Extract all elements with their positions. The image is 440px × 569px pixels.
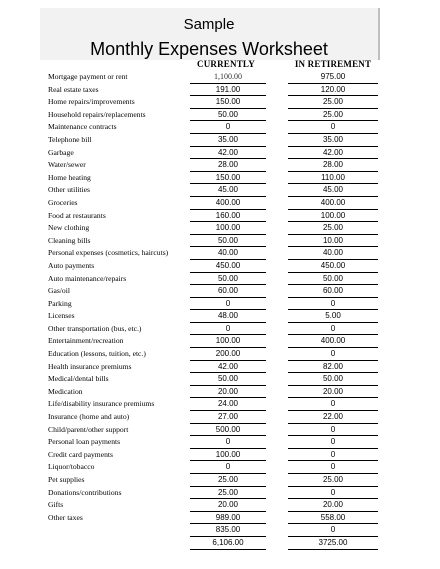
retirement-amount-cell[interactable]: 50.00 [288,373,378,386]
table-row [0,487,440,500]
retirement-amount-cell[interactable]: 450.00 [288,260,378,273]
retirement-amount-cell[interactable]: 0 [288,121,378,134]
expense-label: Personal expenses (cosmetics, haircuts) [48,248,169,258]
current-amount-cell[interactable]: 150.00 [190,172,266,185]
retirement-amount-cell[interactable]: 0 [288,436,378,449]
table-row [0,373,440,386]
expense-label: Other taxes [48,512,83,522]
current-amount-cell[interactable]: 450.00 [190,260,266,273]
table-row [0,524,440,537]
expense-label: Donations/contributions [48,487,122,497]
retirement-amount-cell[interactable]: 0 [288,298,378,311]
retirement-amount-cell[interactable]: 10.00 [288,235,378,248]
expense-label: Personal loan payments [48,437,121,447]
current-amount-cell[interactable]: 150.00 [190,96,266,109]
table-row [0,172,440,185]
current-amount-cell[interactable]: 24.00 [190,398,266,411]
table-row [0,436,440,449]
retirement-amount-cell[interactable]: 0 [288,348,378,361]
current-amount-cell[interactable]: 0 [190,298,266,311]
table-row [0,335,440,348]
expense-label: Real estate taxes [48,84,99,94]
expense-label: Medication [48,386,83,396]
sample-label: Sample [183,16,235,33]
retirement-amount-cell[interactable]: 50.00 [288,273,378,286]
table-row [0,361,440,374]
expense-label: Licenses [48,311,75,321]
current-amount-cell[interactable]: 500.00 [190,424,266,437]
retirement-amount-cell[interactable]: 0 [288,461,378,474]
table-row [0,96,440,109]
expense-label: Auto payments [48,260,95,270]
expense-label: Maintenance contracts [48,122,117,132]
current-amount-cell[interactable]: 45.00 [190,184,266,197]
table-row [0,273,440,286]
retirement-amount-cell[interactable]: 40.00 [288,247,378,260]
expense-label: Groceries [48,197,78,207]
retirement-amount-cell[interactable]: 45.00 [288,184,378,197]
current-amount-cell[interactable]: 100.00 [190,222,266,235]
retirement-amount-cell[interactable]: 25.00 [288,474,378,487]
expense-label: Other utilities [48,185,90,195]
column-header-in-retirement: IN RETIREMENT [294,59,372,69]
retirement-amount-cell[interactable]: 0 [288,323,378,336]
table-row [0,121,440,134]
current-amount-cell[interactable]: 0 [190,461,266,474]
expense-label: Parking [48,298,72,308]
current-amount-cell[interactable]: 50.00 [190,235,266,248]
expense-label: Telephone bill [48,134,92,144]
expense-label: Medical/dental bills [48,374,109,384]
current-amount-cell[interactable]: 42.00 [190,361,266,374]
expense-label: Entertainment/recreation [48,336,124,346]
table-row [0,159,440,172]
table-row [0,512,440,525]
current-amount-cell[interactable]: 50.00 [190,373,266,386]
expense-label: Liquor/tobacco [48,462,95,472]
table-row [0,449,440,462]
current-amount-cell[interactable]: 400.00 [190,197,266,210]
expense-label: Mortgage payment or rent [48,72,128,81]
current-amount-cell[interactable]: 27.00 [190,411,266,424]
expense-label: Gifts [48,500,64,510]
expense-label: Home repairs/improvements [48,97,135,107]
expense-label: Other transportation (bus, etc.) [48,323,142,333]
retirement-amount-cell[interactable]: 110.00 [288,172,378,185]
current-amount-cell[interactable]: 191.00 [190,84,266,97]
expense-label: Garbage [48,147,74,157]
current-amount-cell[interactable]: 50.00 [190,109,266,122]
current-amount-cell[interactable]: 40.00 [190,247,266,260]
current-amount-cell[interactable]: 48.00 [190,310,266,323]
table-row [0,323,440,336]
retirement-amount-cell[interactable]: 0 [288,487,378,500]
table-row [0,134,440,147]
table-row [0,411,440,424]
current-amount-cell[interactable]: 20.00 [190,386,266,399]
table-row [0,461,440,474]
current-amount-cell[interactable]: 1,100.00 [190,71,266,84]
table-row [0,298,440,311]
table-row [0,348,440,361]
current-amount-cell[interactable]: 28.00 [190,159,266,172]
current-amount-cell[interactable]: 35.00 [190,134,266,147]
retirement-amount-cell[interactable]: 25.00 [288,109,378,122]
retirement-amount-cell[interactable]: 0 [288,449,378,462]
table-row [0,222,440,235]
expense-label: Water/sewer [48,160,86,170]
current-amount-cell[interactable]: 60.00 [190,285,266,298]
table-row [0,474,440,487]
expense-label: Gas/oil [48,286,70,296]
table-row [0,310,440,323]
current-amount-cell[interactable]: 6,106.00 [190,537,266,550]
current-amount-cell[interactable]: 25.00 [190,487,266,500]
retirement-amount-cell[interactable]: 400.00 [288,335,378,348]
table-row [0,197,440,210]
column-header-currently: CURRENTLY [197,59,255,69]
current-amount-cell[interactable]: 0 [190,436,266,449]
expense-label: Auto maintenance/repairs [48,273,127,283]
current-amount-cell[interactable]: 0 [190,121,266,134]
expense-label: Credit card payments [48,449,113,459]
current-amount-cell[interactable]: 835.00 [190,524,266,537]
expense-label: Child/parent/other support [48,424,129,434]
retirement-amount-cell[interactable]: 120.00 [288,84,378,97]
table-row [0,235,440,248]
current-amount-cell[interactable]: 160.00 [190,210,266,223]
retirement-amount-cell[interactable]: 35.00 [288,134,378,147]
expense-label: New clothing [48,223,90,233]
retirement-amount-cell[interactable]: 400.00 [288,197,378,210]
expense-label: Health insurance premiums [48,361,132,371]
retirement-amount-cell[interactable]: 5.00 [288,310,378,323]
retirement-amount-cell[interactable]: 0 [288,398,378,411]
table-row [0,398,440,411]
retirement-amount-cell[interactable]: 22.00 [288,411,378,424]
table-row [0,424,440,437]
retirement-amount-cell[interactable]: 975.00 [288,71,378,84]
table-row [0,184,440,197]
table-row [0,537,440,550]
retirement-amount-cell[interactable]: 20.00 [288,499,378,512]
retirement-amount-cell[interactable]: 0 [288,424,378,437]
expense-label: Education (lessons, tuition, etc.) [48,349,146,359]
retirement-amount-cell[interactable]: 25.00 [288,96,378,109]
table-row [0,147,440,160]
expense-label: Household repairs/replacements [48,109,146,119]
table-row [0,285,440,298]
current-amount-cell[interactable]: 20.00 [190,499,266,512]
page-title: Monthly Expenses Worksheet [90,39,328,59]
retirement-amount-cell[interactable]: 558.00 [288,512,378,525]
retirement-amount-cell[interactable]: 42.00 [288,147,378,160]
retirement-amount-cell[interactable]: 60.00 [288,285,378,298]
retirement-amount-cell[interactable]: 82.00 [288,361,378,374]
retirement-amount-cell[interactable]: 28.00 [288,159,378,172]
current-amount-cell[interactable]: 42.00 [190,147,266,160]
expense-label: Home heating [48,172,91,182]
current-amount-cell[interactable]: 100.00 [190,449,266,462]
current-amount-cell[interactable]: 0 [190,323,266,336]
table-row [0,84,440,97]
retirement-amount-cell[interactable]: 25.00 [288,222,378,235]
retirement-amount-cell[interactable]: 3725.00 [288,537,378,550]
table-row [0,260,440,273]
table-row [0,71,440,84]
expense-label: Cleaning bills [48,235,91,245]
expense-table [0,71,440,550]
current-amount-cell[interactable]: 989.00 [190,512,266,525]
expense-label: Insurance (home and auto) [48,412,130,422]
current-amount-cell[interactable]: 200.00 [190,348,266,361]
table-row [0,247,440,260]
table-row [0,109,440,122]
expense-label: Life/disability insurance premiums [48,399,155,409]
expense-label: Food at restaurants [48,210,106,220]
expense-label: Pet supplies [48,475,85,484]
table-row [0,386,440,399]
current-amount-cell[interactable]: 100.00 [190,335,266,348]
retirement-amount-cell[interactable]: 100.00 [288,210,378,223]
retirement-amount-cell[interactable]: 20.00 [288,386,378,399]
table-row [0,210,440,223]
retirement-amount-cell[interactable]: 0 [288,524,378,537]
current-amount-cell[interactable]: 50.00 [190,273,266,286]
table-row [0,499,440,512]
current-amount-cell[interactable]: 25.00 [190,474,266,487]
